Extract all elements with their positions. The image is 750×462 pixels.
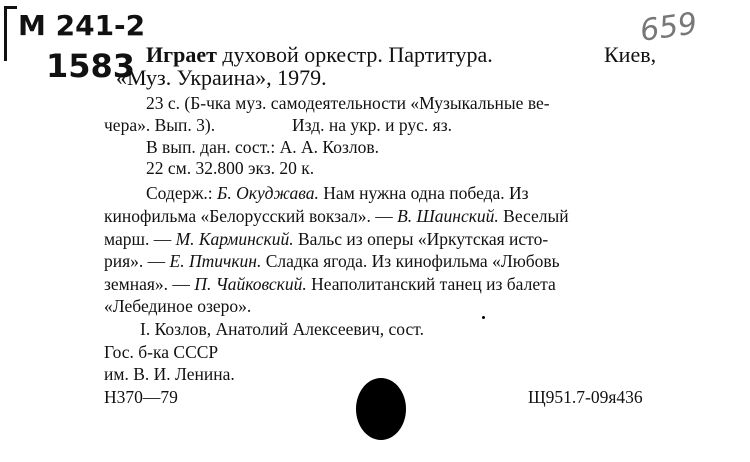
card-number: Н370—79 [104, 387, 178, 407]
contents-title-2: Веселый [498, 206, 569, 226]
contents-label: Содерж.: [146, 183, 213, 203]
physical-description: 22 см. 32.800 экз. 20 к. [146, 158, 315, 178]
library-name-2: им. В. И. Ленина. [104, 364, 235, 384]
handwritten-bracket [4, 6, 17, 61]
title-text: духовой оркестр. Партитура. [216, 42, 493, 67]
contents-title-3: Вальс из оперы «Иркутская исто- [293, 229, 549, 249]
compiler-note: В вып. дан. сост.: А. А. Козлов. [146, 137, 379, 157]
added-entry: I. Козлов, Анатолий Алексеевич, сост. [140, 319, 424, 339]
library-name-1: Гос. б-ка СССР [104, 342, 219, 362]
contents-line-6: «Лебединое озеро». [104, 296, 252, 316]
contents-author-5: П. Чайковский. [194, 274, 307, 294]
contents-title-5: Неаполитанский танец из балета [306, 274, 556, 294]
contents-text-4: рия». — [104, 251, 166, 271]
contents-author-1: Б. Окуджава. [217, 183, 319, 203]
contents-line-3 [104, 231, 548, 249]
contents-text-3: марш. — [104, 229, 172, 249]
contents-line-1 [146, 185, 529, 203]
ink-dot [482, 316, 485, 319]
classification-number: Щ951.7-09я436 [528, 387, 643, 407]
publisher-line: «Муз. Украина», 1979. [116, 65, 327, 90]
contents-author-2: В. Шаинский. [397, 206, 499, 226]
contents-author-3: М. Карминский. [175, 229, 294, 249]
ink-blot [356, 378, 406, 440]
pencil-number: 659 [637, 6, 700, 49]
contents-line-5 [104, 276, 556, 294]
handwritten-call-number: М 241-2 [18, 9, 146, 42]
contents-author-4: Е. Птичкин. [169, 251, 262, 271]
contents-line-4 [104, 253, 560, 271]
series-line-1: 23 с. (Б-чка муз. самодеятельности «Музыкальные ве- [146, 93, 550, 113]
language-note: Изд. на укр. и рус. яз. [292, 115, 453, 135]
contents-text-5: земная». — [104, 274, 190, 294]
contents-text-2: кинофильма «Белорусский вокзал». — [104, 206, 393, 226]
publication-city: Киев, [604, 42, 657, 67]
handwritten-inventory-number: 1583 [46, 47, 136, 85]
contents-title-4: Сладка ягода. Из кинофильма «Любовь [261, 251, 560, 271]
title-line [146, 44, 493, 66]
contents-title-1: Нам нужна одна победа. Из [318, 183, 529, 203]
contents-line-2 [104, 208, 569, 226]
series-line-2: чера». Вып. 3). [104, 115, 216, 135]
title-heading-word: Играет [146, 42, 217, 67]
